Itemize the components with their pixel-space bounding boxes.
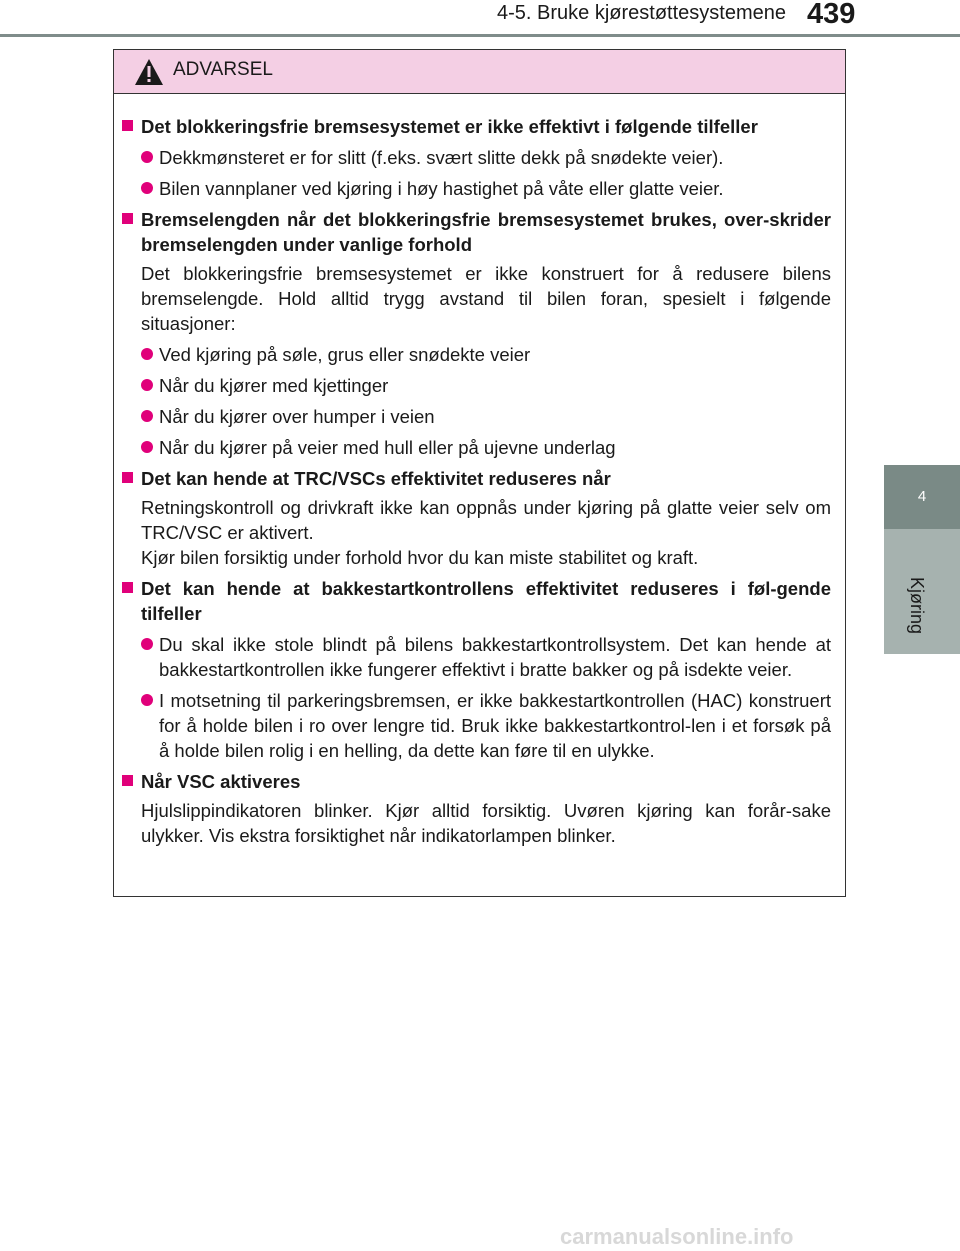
circle-bullet-icon [141,441,153,453]
header-rule [0,34,960,37]
warning-box [113,49,846,897]
section-heading: Det kan hende at bakkestartkontrollens effektivitet reduseres i føl-gende tilfeller [120,576,831,626]
section-title: 4-5. Bruke kjørestøttesystemene [497,2,786,24]
warning-section-trc-vsc [120,466,831,570]
warning-triangle-icon [134,58,164,86]
circle-bullet-icon [141,410,153,422]
circle-bullet-icon [141,694,153,706]
list-item: Når du kjører med kjettinger [120,373,831,398]
section-paragraph: Det blokkeringsfrie bremsesystemet er ikke konstruert for å redusere bilens bremselengde. Hold alltid trygg avstand til bilen foran, spesielt i følgende situasjoner: [141,263,831,334]
circle-bullet-icon [141,151,153,163]
square-bullet-icon [122,472,133,483]
circle-bullet-icon [141,638,153,650]
warning-section-braking-distance [120,207,831,460]
warning-section-hill-start [120,576,831,763]
chapter-tab [884,465,960,529]
warning-header [114,50,845,94]
list-item: Når du kjører over humper i veien [120,404,831,429]
list-item: Bilen vannplaner ved kjøring i høy hastighet på våte eller glatte veier. [120,176,831,201]
warning-section-abs-ineffective [120,114,831,201]
square-bullet-icon [122,775,133,786]
watermark-text: carmanualsonline.info [560,1224,794,1249]
section-heading: Når VSC aktiveres [120,769,831,794]
square-bullet-icon [122,582,133,593]
warning-section-vsc-active [120,769,831,848]
square-bullet-icon [122,120,133,131]
square-bullet-icon [122,213,133,224]
list-item: I motsetning til parkeringsbremsen, er ikke bakkestartkontrollen (HAC) konstruert for å holde bilen i ro over lengre tid. Bruk ikke bakkestartkontrol-len i et forsøk på å holde bilen rolig i en helling, da dette kan føre til en ulykke. [120,688,831,763]
section-paragraph: Retningskontroll og drivkraft ikke kan oppnås under kjøring på glatte veier selv om TRC/VSC er aktivert. [141,497,831,543]
circle-bullet-icon [141,182,153,194]
page-number: 439 [807,0,856,30]
list-item: Når du kjører på veier med hull eller på ujevne underlag [120,435,831,460]
circle-bullet-icon [141,348,153,360]
chapter-label: Kjøring [907,577,927,635]
section-paragraph: Kjør bilen forsiktig under forhold hvor du kan miste stabilitet og kraft. [141,547,699,568]
list-item: Du skal ikke stole blindt på bilens bakkestartkontrollsystem. Det kan hende at bakkestartkontrollen ikke fungerer effektivt i bratte bakker og på isdekte veier. [120,632,831,682]
section-paragraph: Hjulslippindikatoren blinker. Kjør alltid forsiktig. Uvøren kjøring kan forår-sake ulykker. Vis ekstra forsiktighet når indikatorlampen blinker. [141,800,831,846]
warning-body [114,94,845,848]
chapter-number: 4 [917,488,927,505]
section-heading: Det blokkeringsfrie bremsesystemet er ikke effektivt i følgende tilfeller [120,114,831,139]
circle-bullet-icon [141,379,153,391]
list-item: Ved kjøring på søle, grus eller snødekte veier [120,342,831,367]
section-heading: Bremselengden når det blokkeringsfrie bremsesystemet brukes, over-skrider bremselengden under vanlige forhold [120,207,831,257]
section-heading: Det kan hende at TRC/VSCs effektivitet reduseres når [120,466,831,491]
warning-label: ADVARSEL [173,59,273,80]
list-item: Dekkmønsteret er for slitt (f.eks. svært slitte dekk på snødekte veier). [120,145,831,170]
